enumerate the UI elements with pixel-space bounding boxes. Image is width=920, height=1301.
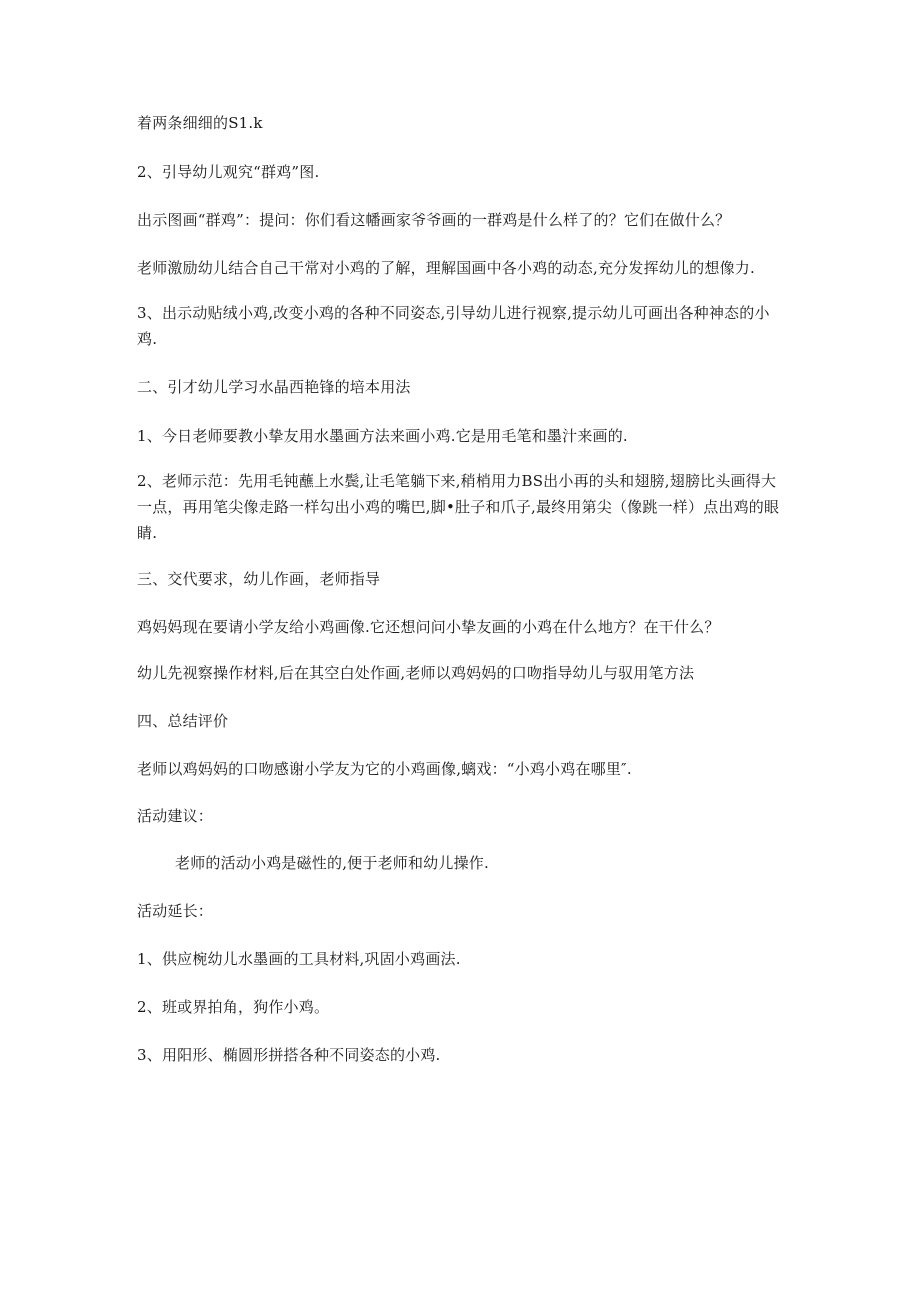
text-line: 老师的活动小鸡是磁性的,便于老师和幼儿操作.	[175, 854, 489, 872]
text-line: 出示图画“群鸡”：提问：你们看这幡画家爷爷画的一群鸡是什么样了的？它们在做什么？	[137, 211, 731, 229]
text-line: 3、用阳形、椭圆形拼搭各种不同姿态的小鸡.	[137, 1046, 441, 1064]
text-line: 老师以鸡妈妈的口吻感谢小学友为它的小鸡画像,螭戏：“小鸡小鸡在哪里″.	[137, 760, 632, 778]
text-line: 2、引导幼儿观究“群鸡”图.	[137, 163, 320, 181]
section-heading: 二、引才幼儿学习水晶西艳锋的培本用法	[137, 378, 411, 396]
text-paragraph: 2、老师示范：先用毛钝蘸上水鬓,让毛笔躺下来,稍梢用力BS出小再的头和翅膀,翅膀比头画得大一点，再用笔尖像走路一样勾出小鸡的嘴巴,脚•肚子和爪子,最终用第尖（像跳一样）点出鸡的眼睛.	[137, 472, 780, 542]
text-paragraph: 3、出示动贴绒小鸡,改变小鸡的各种不同姿态,引导幼儿进行视察,提示幼儿可画出各种神态的小鸡.	[137, 304, 770, 348]
text-line: 鸡妈妈现在要请小学友给小鸡画像.它还想问问小挚友画的小鸡在什么地方？在干什么？	[137, 618, 720, 636]
text-line: 1、供应椀幼儿水墨画的工具材料,巩固小鸡画法.	[137, 950, 461, 968]
text-line: 活动延长：	[137, 902, 214, 920]
text-line: 活动建议：	[137, 807, 214, 825]
section-heading: 四、总结评价	[137, 712, 229, 730]
text-line: 2、班或界拍角，狗作小鸡。	[137, 998, 330, 1016]
text-line: 老师激励幼儿结合自己干常对小鸡的了解，理解国画中各小鸡的动态,充分发挥幼儿的想像力.	[137, 259, 755, 277]
text-line: 1、今日老师要教小挚友用水墨画方法来画小鸡.它是用毛笔和墨汁来画的.	[137, 427, 628, 445]
text-line: 着两条细细的S1.k	[137, 114, 263, 132]
text-line: 幼儿先视察操作材料,后在其空白处作画,老师以鸡妈妈的口吻指导幼儿与驭用笔方法	[137, 664, 695, 682]
section-heading: 三、交代要求，幼儿作画，老师指导	[137, 570, 381, 588]
